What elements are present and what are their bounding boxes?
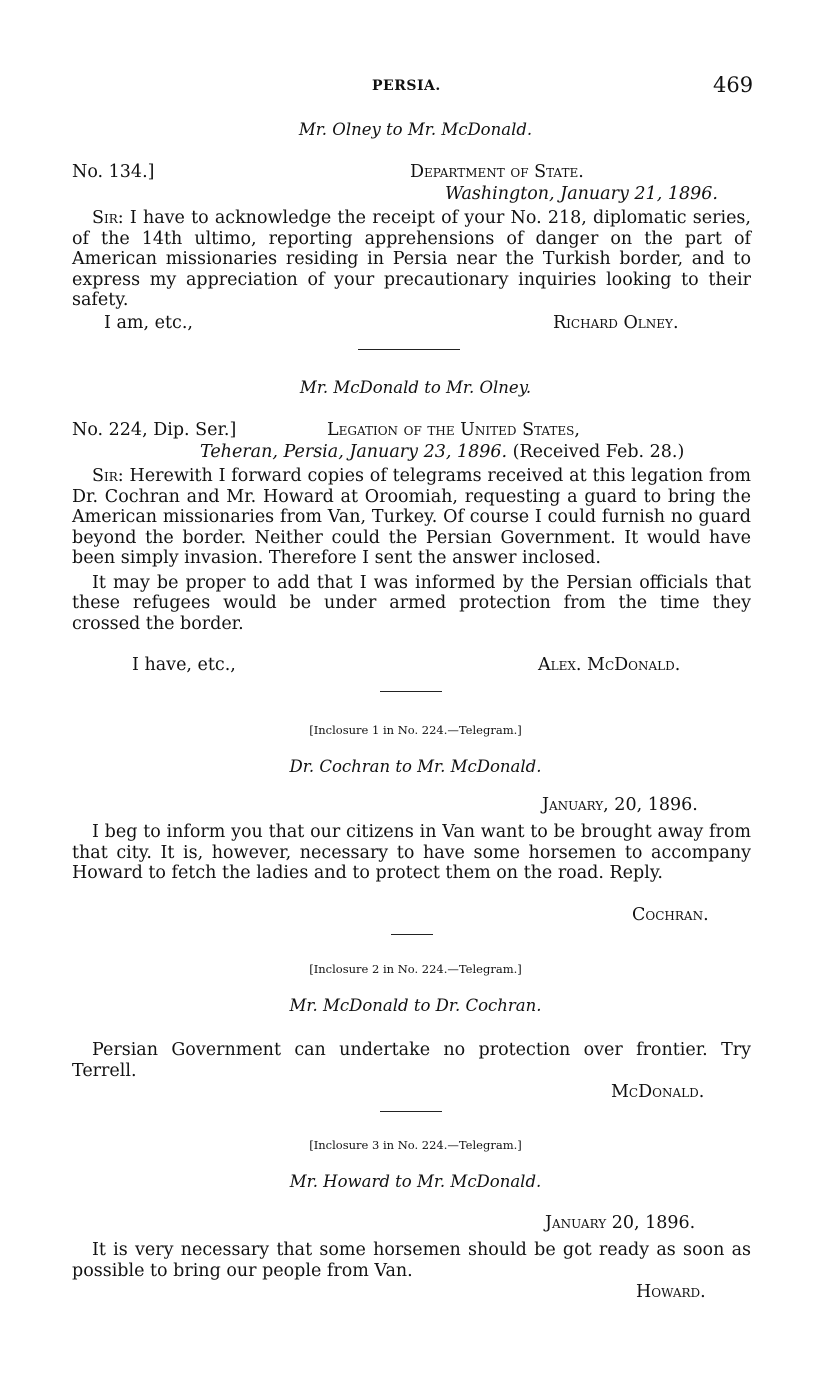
divider: [380, 691, 442, 692]
divider: [380, 1111, 442, 1112]
letter1-place-date: Washington, January 21, 1896.: [445, 184, 718, 204]
inclosure3-label: [Inclosure 3 in No. 224.—Telegram.]: [309, 1138, 522, 1152]
letter1-closing: I am, etc.,: [104, 313, 193, 333]
inclosure1-title: Dr. Cochran to Mr. McDonald.: [289, 757, 542, 776]
inclosure3-body-text: It is very necessary that some horsemen should be got ready as soon as possible to bring our people from Van.: [72, 1240, 751, 1281]
inclosure2-title: Mr. McDonald to Dr. Cochran.: [289, 996, 542, 1015]
letter2-number: No. 224, Dip. Ser.]: [72, 420, 237, 440]
letter2-closing: I have, etc.,: [132, 655, 236, 675]
letter1-title: Mr. Olney to Mr. McDonald.: [298, 120, 533, 139]
letter2-body2: It may be proper to add that I was informed by the Persian officials that these refugees would be under armed protection from the time they crossed the border.: [72, 572, 751, 634]
inclosure3-body: [72, 1240, 751, 1281]
inclosure3-signature: Howard.: [636, 1282, 706, 1302]
page-number: 469: [713, 73, 754, 97]
letter1-signature: Richard Olney.: [553, 313, 679, 333]
letter2-body1: Herewith I forward copies of telegrams received at this legation from Dr. Cochran and Mr. Howard at Oroomiah, requesting a guard to bring the American missionaries from Van, Turkey. Of course I could furnish no guard beyond the border. Neither could the Persian Government. It would have been simply invasion. Therefore I sent the answer inclosed.: [72, 466, 751, 568]
letter1-body: [72, 208, 751, 311]
inclosure2-body-text: Persian Government can undertake no protection over frontier. Try Terrell.: [72, 1040, 751, 1081]
letter2-legation: Legation of the United States,: [327, 420, 580, 440]
running-title: PERSIA.: [372, 78, 441, 94]
inclosure1-signature: Cochran.: [632, 905, 709, 925]
letter2-title: Mr. McDonald to Mr. Olney.: [299, 378, 532, 397]
letter2-signature: Alex. McDonald.: [538, 655, 681, 675]
inclosure3-title: Mr. Howard to Mr. McDonald.: [289, 1172, 542, 1191]
letter1-department: Department of State.: [410, 162, 584, 182]
inclosure3-date: January 20, 1896.: [545, 1213, 696, 1233]
letter2-received: (Received Feb. 28.): [512, 442, 685, 462]
letter2-place-date: Teheran, Persia, January 23, 1896.: [200, 442, 508, 462]
letter2-body: [72, 466, 751, 634]
inclosure2-signature: McDonald.: [611, 1082, 705, 1102]
letter1-salutation: Sir:: [92, 208, 124, 228]
divider: [391, 934, 433, 935]
inclosure1-body: [72, 822, 751, 884]
divider: [358, 349, 460, 350]
inclosure1-body-text: I beg to inform you that our citizens in Van want to be brought away from that city. It is, however, necessary to have some horsemen to accompany Howard to fetch the ladies and to protect them on the road. Reply.: [72, 822, 751, 883]
inclosure1-label: [Inclosure 1 in No. 224.—Telegram.]: [309, 723, 522, 737]
inclosure1-date: January, 20, 1896.: [542, 795, 698, 815]
inclosure2-label: [Inclosure 2 in No. 224.—Telegram.]: [309, 962, 522, 976]
letter1-body-text: I have to acknowledge the receipt of your No. 218, diplomatic series, of the 14th ultimo, reporting apprehensions of danger on the part of American missionaries residing in Persia near the Turkish border, and to express my appreciation of your precautionary inquiries looking to their safety.: [72, 208, 751, 310]
letter1-number: No. 134.]: [72, 162, 155, 182]
letter2-salutation: Sir:: [92, 466, 124, 486]
inclosure2-body: [72, 1040, 751, 1081]
letter2-dateline: [200, 442, 684, 462]
